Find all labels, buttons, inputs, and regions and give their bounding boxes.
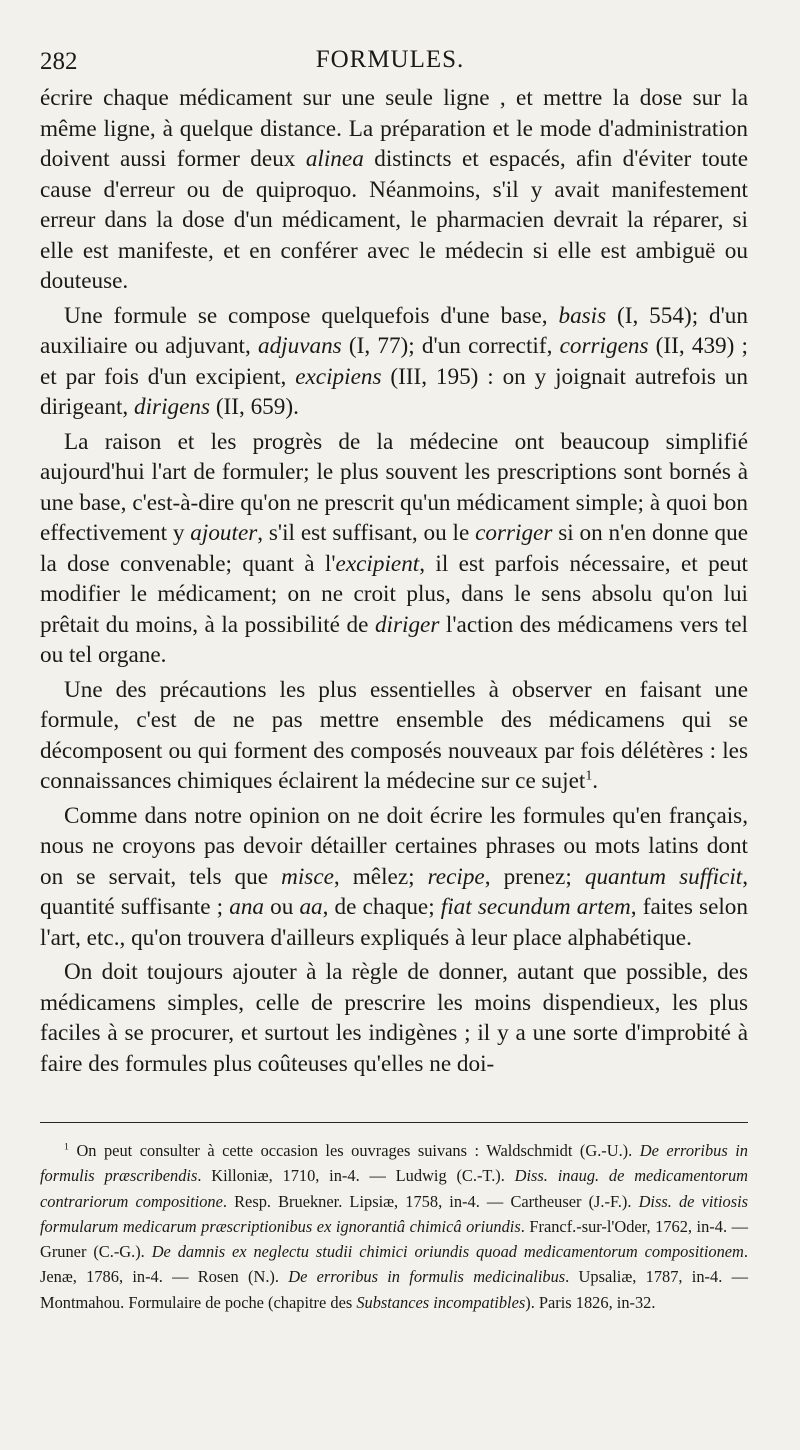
italic-term: diriger: [374, 611, 440, 638]
italic-term: ana: [229, 894, 265, 920]
text-run: Une formule se compose quelquefois d'une base,: [64, 302, 559, 329]
paragraph: [40, 427, 748, 671]
running-title: FORMULES.: [315, 46, 465, 73]
footnote-marker[interactable]: 1: [585, 768, 593, 784]
italic-term: recipe: [427, 863, 485, 890]
italic-term: De erroribus in formulis præscribendis: [40, 1141, 748, 1186]
text-run: , mêlez;: [333, 863, 428, 890]
text-run: ou: [264, 894, 300, 920]
footnote-marker[interactable]: 1: [64, 1141, 69, 1153]
footnote: [40, 1138, 748, 1315]
text-run: ). Paris 1826, in-32.: [525, 1292, 656, 1312]
italic-term: De damnis ex neglectu studii chimici oriundis quoad medicamentorum compositionem: [151, 1242, 744, 1262]
paragraph: [40, 957, 748, 1079]
italic-term: alinea: [305, 146, 364, 172]
footnote-divider: [40, 1122, 748, 1123]
text-run: . Upsaliæ, 1787, in-4. — Montmahou. Formulaire de poche (chapitre des: [40, 1267, 748, 1312]
italic-term: ajouter: [190, 520, 258, 546]
page-header: [40, 44, 740, 84]
text-run: (I, 554); d'un auxiliaire ou adjuvant,: [40, 302, 748, 359]
italic-term: basis: [558, 302, 607, 329]
text-run: écrire chaque médicament sur une seule ligne , et mettre la dose sur la même ligne, à quelque distance. La préparation et le mode d'administration doivent aussi former deux: [40, 85, 748, 172]
italic-term: corriger: [475, 520, 553, 546]
italic-term: corrigens: [559, 333, 649, 359]
italic-term: Diss. de vitiosis formularum medicarum præscriptionibus ex ignorantiâ chimicâ oriundis: [40, 1191, 749, 1236]
italic-term: De erroribus in formulis medicinalibus: [288, 1267, 566, 1287]
paragraph: [40, 301, 748, 423]
paragraph: [40, 801, 748, 954]
text-run: Comme dans notre opinion on ne doit écrire les formules qu'en français, nous ne croyons pas devoir détailler certaines phrases ou mots latins dont on se servait, tels que: [40, 802, 748, 890]
text-run: On peut consulter à cette occasion les ouvrages suivans : Waldschmidt (G.-U.).: [68, 1141, 640, 1160]
paragraph: [40, 83, 748, 297]
text-run: . Francf.-sur-l'Oder, 1762, in-4. — Gruner (C.-G.).: [40, 1216, 748, 1262]
text-run: (III, 195) : on y joignait autrefois un dirigeant,: [40, 363, 748, 420]
italic-term: excipiens: [295, 363, 382, 390]
text-run: , faites selon l'art, etc., qu'on trouvera d'ailleurs expliqués à leur place alphabétique.: [40, 894, 748, 951]
italic-term: excipient: [335, 550, 420, 577]
text-run: si on n'en donne que la dose convenable; quant à l': [40, 520, 748, 577]
text-run: (II, 659).: [210, 394, 299, 420]
text-run: , prenez;: [484, 863, 585, 890]
page-number: 282: [40, 48, 78, 75]
main-text: [40, 83, 748, 1083]
footnote-text: [40, 1138, 748, 1315]
text-run: , s'il est suffisant, ou le: [257, 520, 476, 546]
italic-term: Substances incompatibles: [356, 1292, 526, 1312]
text-run: distincts et espacés, afin d'éviter toute cause d'erreur ou de quiproquo. Néanmoins, s'il y avait manifestement erreur dans la dose d'un médicament, le pharmacien devrait la réparer, si elle est manifeste, et en conférer avec le médecin si elle est ambiguë ou douteuse.: [40, 146, 748, 294]
text-run: . Resp. Bruekner. Lipsiæ, 1758, in-4. — Cartheuser (J.-F.).: [222, 1191, 639, 1211]
italic-term: misce: [281, 863, 334, 890]
text-run: , il est parfois nécessaire, et peut modifier le médicament; on ne croit plus, dans le sens absolu qu'on lui prêtait du moins, à la possibilité de: [40, 550, 749, 638]
text-run: La raison et les progrès de la médecine ont beaucoup simplifié aujourd'hui l'art de formuler; le plus souvent les prescriptions sont bornés à une base, c'est-à-dire qu'on ne prescrit qu'un médicament simple; à quoi bon effectivement y: [40, 428, 748, 546]
italic-term: quantum sufficit: [584, 863, 743, 890]
italic-term: fiat secundum artem: [440, 894, 631, 920]
text-run: Une des précautions les plus essentielles à observer en faisant une formule, c'est de ne pas mettre ensemble des médicamens qui se décomposent ou qui forment des composés nouveaux par fois délétères : les connaissances chimiques éclairent la médecine sur ce sujet: [40, 676, 748, 794]
text-run: (I, 77); d'un correctif,: [341, 333, 560, 359]
paragraph: [40, 675, 748, 797]
text-run: , de chaque;: [322, 894, 441, 920]
text-run: . Killoniæ, 1710, in-4. — Ludwig (C.-T.).: [197, 1166, 515, 1186]
text-run: . Jenæ, 1786, in-4. — Rosen (N.).: [40, 1242, 748, 1287]
text-run: (II, 439) ; et par fois d'un excipient,: [40, 333, 748, 390]
italic-term: dirigens: [134, 394, 211, 420]
italic-term: aa: [299, 894, 323, 920]
text-run: On doit toujours ajouter à la règle de donner, autant que possible, des médicamens simples, celle de prescrire les moins dispendieux, les plus faciles à se procurer, et surtout les indigènes ; il y a une sorte d'improbité à faire des formules plus coûteuses qu'elles ne doi-: [40, 959, 748, 1077]
text-run: l'action des médicamens vers tel ou tel organe.: [40, 611, 748, 668]
text-run: , quantité suffisante ;: [40, 863, 748, 920]
text-run: .: [592, 768, 599, 794]
italic-term: Diss. inaug. de medicamentorum contrariorum compositione: [40, 1166, 748, 1211]
italic-term: adjuvans: [257, 333, 342, 359]
